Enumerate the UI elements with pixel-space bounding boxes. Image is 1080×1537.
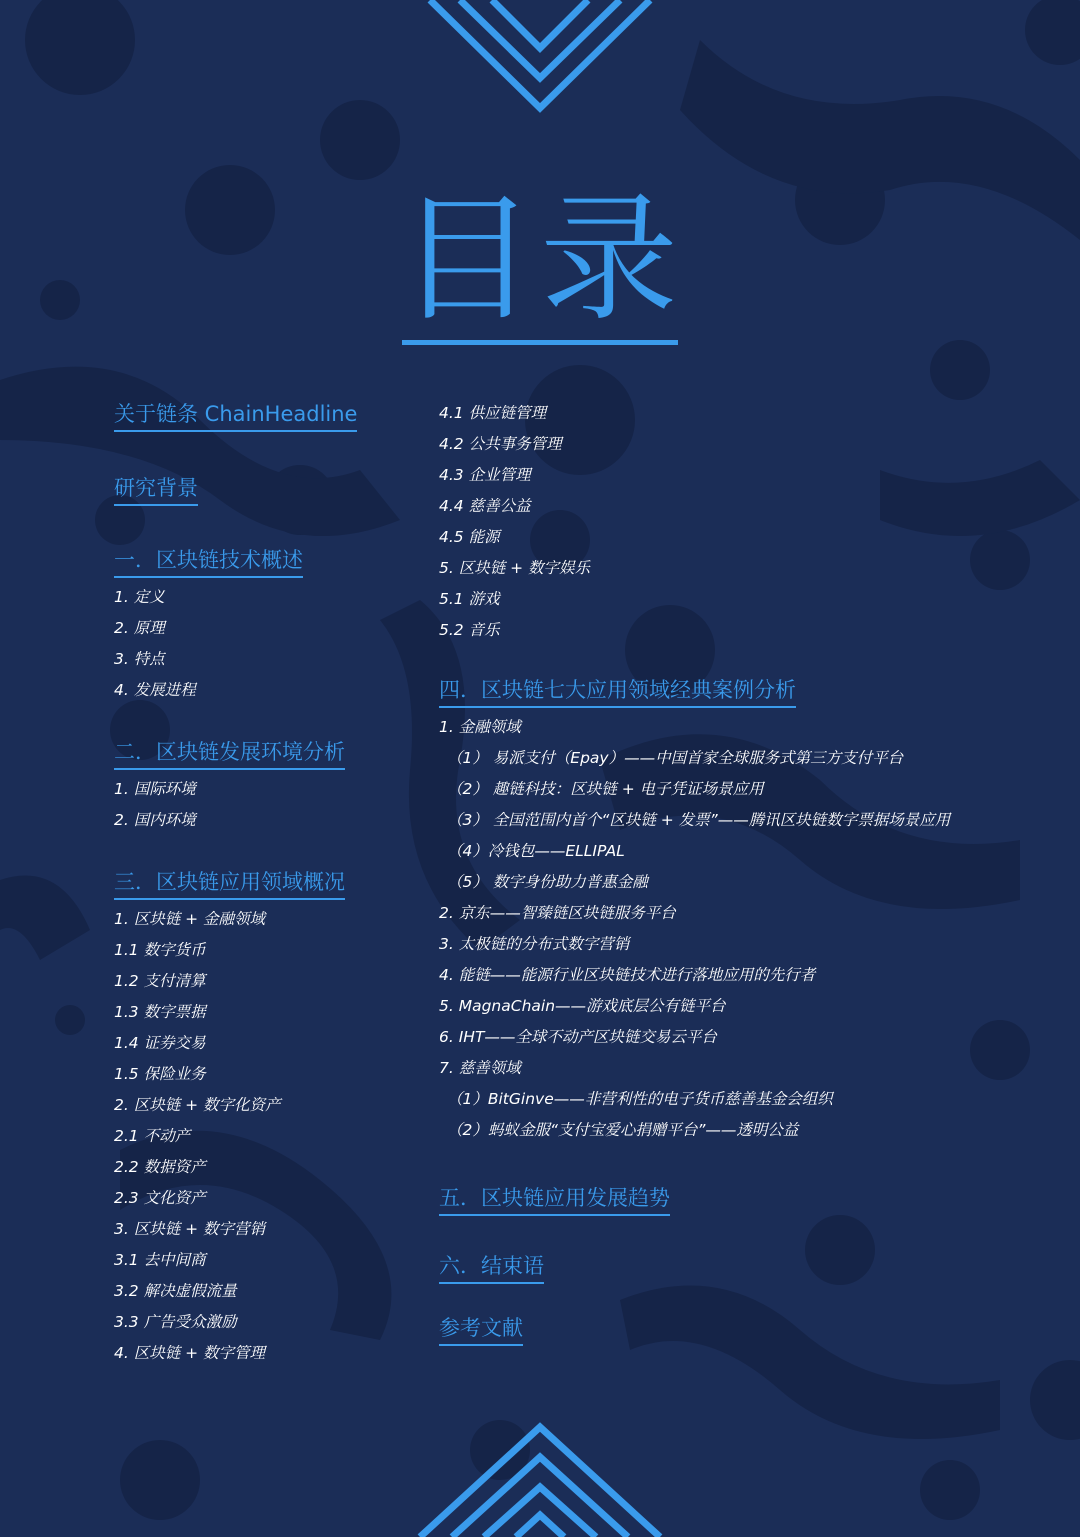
toc-item[interactable]: （2）蚂蚁金服“支付宝爱心捐赠平台”——透明公益 [447, 1121, 799, 1139]
toc-heading[interactable]: 五．区块链应用发展趋势 [439, 1184, 670, 1216]
toc-left-column [114, 400, 414, 1369]
toc-item[interactable]: 1. 金融领域 [439, 718, 521, 736]
top-chevron-icon [0, 0, 1080, 130]
toc-item[interactable]: 5.2 音乐 [439, 621, 500, 639]
toc-heading[interactable]: 六．结束语 [439, 1252, 544, 1284]
toc-item[interactable]: 1.3 数字票据 [114, 1003, 206, 1021]
toc-heading[interactable]: 研究背景 [114, 474, 198, 506]
title-underline [402, 340, 678, 345]
toc-item[interactable]: 1.1 数字货币 [114, 941, 206, 959]
toc-item[interactable]: （3） 全国范围内首个“区块链 + 发票”——腾讯区块链数字票据场景应用 [447, 811, 951, 829]
toc-item[interactable]: （1） 易派支付（Epay）——中国首家全球服务式第三方支付平台 [447, 749, 904, 767]
toc-heading[interactable]: 一．区块链技术概述 [114, 546, 303, 578]
toc-item[interactable]: 4. 能链——能源行业区块链技术进行落地应用的先行者 [439, 966, 816, 984]
toc-heading[interactable]: 关于链条 ChainHeadline [114, 400, 357, 432]
toc-item[interactable]: 2. 国内环境 [114, 811, 196, 829]
toc-heading[interactable]: 参考文献 [439, 1314, 523, 1346]
toc-item[interactable]: 7. 慈善领域 [439, 1059, 521, 1077]
toc-heading[interactable]: 二．区块链发展环境分析 [114, 738, 345, 770]
bottom-chevron-icon [0, 1400, 1080, 1537]
page-title: 目录 [397, 179, 682, 340]
toc-item[interactable]: 3.2 解决虚假流量 [114, 1282, 237, 1300]
toc-item[interactable]: 2. 京东——智臻链区块链服务平台 [439, 904, 676, 922]
toc-item[interactable]: 3. 太极链的分布式数字营销 [439, 935, 630, 953]
toc-item[interactable]: 3. 特点 [114, 650, 165, 668]
toc-item[interactable]: 3.3 广告受众激励 [114, 1313, 237, 1331]
toc-item[interactable]: 4.1 供应链管理 [439, 404, 547, 422]
toc-item[interactable]: 2.1 不动产 [114, 1127, 191, 1145]
toc-item[interactable]: 4.2 公共事务管理 [439, 435, 562, 453]
toc-heading[interactable]: 三．区块链应用领域概况 [114, 868, 345, 900]
toc-item[interactable]: 1.5 保险业务 [114, 1065, 206, 1083]
toc-item[interactable]: 5. MagnaChain——游戏底层公有链平台 [439, 997, 726, 1015]
toc-item[interactable]: 5. 区块链 + 数字娱乐 [439, 559, 591, 577]
toc-item[interactable]: 4.4 慈善公益 [439, 497, 531, 515]
toc-item[interactable]: 3.1 去中间商 [114, 1251, 206, 1269]
toc-item[interactable]: 5.1 游戏 [439, 590, 500, 608]
toc-item[interactable]: 1.4 证券交易 [114, 1034, 206, 1052]
toc-heading[interactable]: 四．区块链七大应用领域经典案例分析 [439, 676, 796, 708]
toc-item[interactable]: 6. IHT——全球不动产区块链交易云平台 [439, 1028, 717, 1046]
toc-item[interactable]: 2.2 数据资产 [114, 1158, 206, 1176]
toc-item[interactable]: 1. 定义 [114, 588, 165, 606]
toc-item[interactable]: 4.3 企业管理 [439, 466, 531, 484]
toc-item[interactable]: （4）冷钱包——ELLIPAL [447, 842, 625, 860]
toc-item[interactable]: 1. 国际环境 [114, 780, 196, 798]
toc-item[interactable]: 4. 区块链 + 数字管理 [114, 1344, 266, 1362]
toc-item[interactable]: 4. 发展进程 [114, 681, 196, 699]
toc-item[interactable]: 1.2 支付清算 [114, 972, 206, 990]
toc-item[interactable]: 2. 区块链 + 数字化资产 [114, 1096, 281, 1114]
toc-item[interactable]: （5） 数字身份助力普惠金融 [447, 873, 648, 891]
toc-item[interactable]: 4.5 能源 [439, 528, 500, 546]
toc-item[interactable]: 1. 区块链 + 金融领域 [114, 910, 266, 928]
toc-right-column [439, 398, 1059, 1346]
toc-item[interactable]: 2. 原理 [114, 619, 165, 637]
toc-item[interactable]: （2） 趣链科技：区块链 + 电子凭证场景应用 [447, 780, 764, 798]
toc-item[interactable]: 2.3 文化资产 [114, 1189, 206, 1207]
toc-item[interactable]: （1）BitGinve——非营利性的电子货币慈善基金会组织 [447, 1090, 833, 1108]
toc-item[interactable]: 3. 区块链 + 数字营销 [114, 1220, 266, 1238]
